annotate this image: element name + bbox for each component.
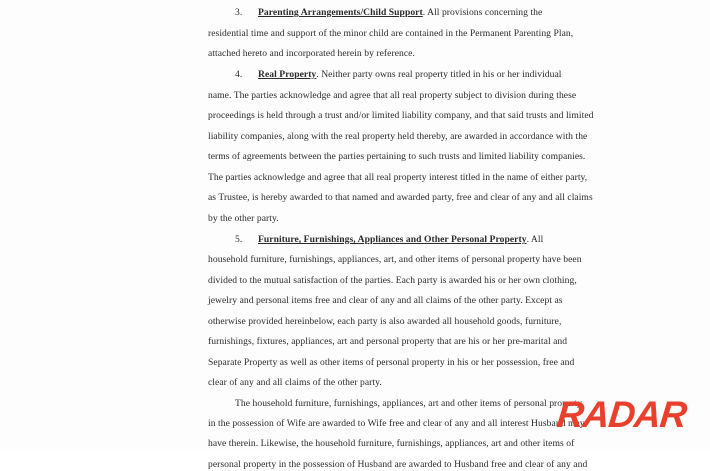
section-4-number: 4. <box>235 69 243 80</box>
section-5-line-0: . All <box>526 234 544 245</box>
section-3-heading: Parenting Arrangements/Child Support <box>258 7 423 18</box>
section-4-line-5: The parties acknowledge and agree that all real property interest titled in the name of either party, <box>208 172 588 183</box>
section-3-line-1: residential time and support of the minor child are contained in the Permanent Parenting Plan, <box>208 28 574 39</box>
section-5-line-3: jewelry and personal items free and clear of any and all claims of the other party. Except as <box>208 295 563 306</box>
section-5-number: 5. <box>235 234 243 245</box>
section-5-heading: Furniture, Furnishings, Appliances and Other Personal Property <box>258 234 527 245</box>
radar-logo-text: RADAR <box>555 393 689 435</box>
section-3-line-2: attached hereto and incorporated herein by reference. <box>208 48 415 59</box>
section-5-line-1: household furniture, furnishings, appliances, art, and other items of personal property have been <box>208 254 582 265</box>
section-3-line-0: . All provisions concerning the <box>422 7 543 18</box>
household-paragraph-line-2: have therein. Likewise, the household furniture, furnishings, appliances, art and other items of <box>208 438 575 449</box>
section-5-line-6: Separate Property as well as other items of personal property in his or her possession, free and <box>208 357 575 368</box>
section-4-line-6: as Trustee, is hereby awarded to that named and awarded party, free and clear of any and all claims <box>208 192 593 203</box>
section-4-heading: Real Property <box>258 69 317 80</box>
section-5-line-2: divided to the mutual satisfaction of the parties. Each party is awarded his or her own clothing, <box>208 275 577 286</box>
section-5-line-5: furnishings, fixtures, appliances, art and personal property that are his or her pre-marital and <box>208 336 568 347</box>
section-3-first-line <box>235 7 543 19</box>
section-4-line-1: name. The parties acknowledge and agree that all real property subject to division during these <box>208 90 577 101</box>
section-4-first-line <box>235 69 562 81</box>
section-4-line-4: terms of agreements between the parties pertaining to such trusts and limited liability companies. <box>208 151 586 162</box>
section-3-number: 3. <box>235 7 243 18</box>
household-paragraph-line-0: The household furniture, furnishings, appliances, art and other items of personal property <box>235 398 583 409</box>
section-4-line-2: proceedings is held through a trust and/or limited liability company, and that said trusts and limited <box>208 110 594 121</box>
household-paragraph-line-3: personal property in the possession of Husband are awarded to Husband free and clear of any and <box>208 459 588 470</box>
section-4-line-0: . Neither party owns real property titled in his or her individual <box>316 69 562 80</box>
radar-logo <box>548 392 694 434</box>
section-5-first-line <box>235 234 544 246</box>
section-4-line-3: liability companies, along with the real property held thereby, are awarded in accordance with the <box>208 131 588 142</box>
section-5-line-7: clear of any and all claims of the other party. <box>208 377 382 388</box>
section-5-line-4: otherwise provided hereinbelow, each party is also awarded all household goods, furniture, <box>208 316 562 327</box>
section-4-line-7: by the other party. <box>208 213 279 224</box>
household-paragraph-line-1: in the possession of Wife are awarded to Wife free and clear of any and all interest Husband may <box>208 418 585 429</box>
